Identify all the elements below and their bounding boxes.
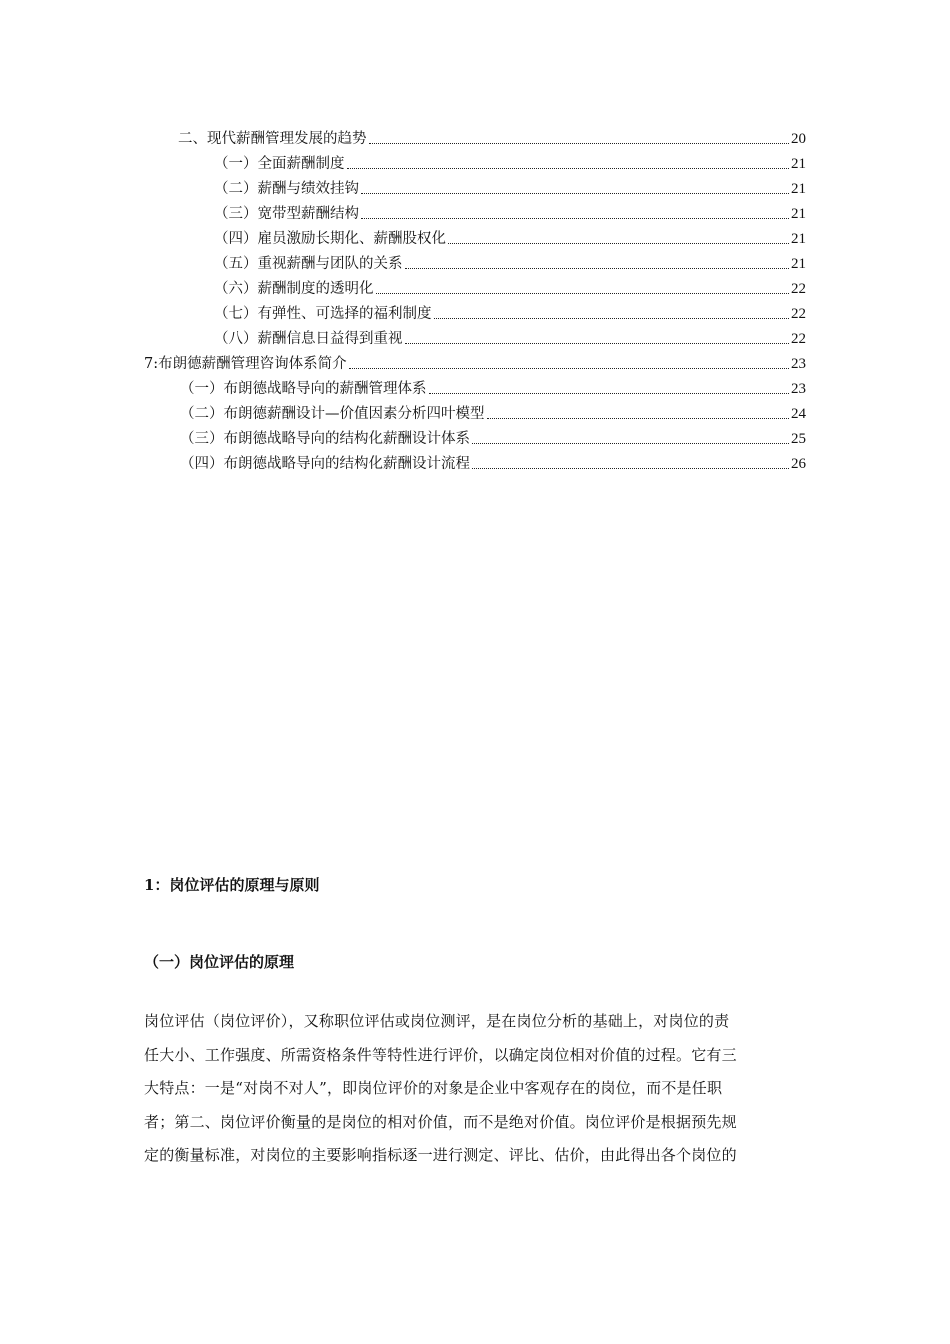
toc-entry-title: （一）布朗德战略导向的薪酬管理体系: [180, 381, 427, 397]
toc-entry-title: （七）有弹性、可选择的福利制度: [214, 306, 432, 322]
toc-page-number: 21: [791, 231, 806, 247]
toc-page-number: 21: [791, 156, 806, 172]
toc-entry[interactable]: [214, 299, 806, 323]
toc-page-number: 21: [791, 256, 806, 272]
toc-dot-leader: [369, 143, 790, 144]
toc-dot-leader: [376, 293, 790, 294]
toc-page-number: 24: [791, 406, 806, 422]
toc-entry-title: （一）全面薪酬制度: [214, 156, 345, 172]
subsection-heading: （一）岗位评估的原理: [144, 953, 295, 971]
toc-page-number: 22: [791, 281, 806, 297]
toc-entry-title: 7:布朗德薪酬管理咨询体系简介: [144, 356, 347, 372]
toc-entry-title: （五）重视薪酬与团队的关系: [214, 256, 403, 272]
toc-dot-leader: [405, 268, 790, 269]
toc-entry[interactable]: [214, 199, 806, 223]
paragraph-line: 定的衡量标准，对岗位的主要影响指标逐一进行测定、评比、估价，由此得出各个岗位的: [144, 1146, 737, 1164]
toc-entry-title: （四）雇员激励长期化、薪酬股权化: [214, 231, 446, 247]
toc-page-number: 21: [791, 181, 806, 197]
toc-dot-leader: [405, 343, 790, 344]
toc-entry-title: （四）布朗德战略导向的结构化薪酬设计流程: [180, 456, 470, 472]
toc-entry[interactable]: [214, 224, 806, 248]
toc-entry[interactable]: [178, 124, 806, 148]
toc-dot-leader: [347, 168, 790, 169]
paragraph-line: 者；第二、岗位评价衡量的是岗位的相对价值，而不是绝对价值。岗位评价是根据预先规: [144, 1112, 737, 1131]
toc-entry-title: （六）薪酬制度的透明化: [214, 281, 374, 297]
toc-dot-leader: [361, 193, 789, 194]
toc-dot-leader: [361, 218, 789, 219]
toc-entry[interactable]: [214, 274, 806, 298]
toc-entry[interactable]: [214, 249, 806, 273]
toc-dot-leader: [429, 393, 790, 394]
body-paragraph: [144, 1005, 804, 1173]
toc-entry-title: （二）布朗德薪酬设计—价值因素分析四叶模型: [180, 406, 485, 422]
paragraph-line: 岗位评估（岗位评价），又称职位评估或岗位测评，是在岗位分析的基础上，对岗位的责: [144, 1012, 730, 1030]
toc-entry-title: （三）宽带型薪酬结构: [214, 206, 359, 222]
toc-entry-title: （二）薪酬与绩效挂钩: [214, 181, 359, 197]
toc-dot-leader: [448, 243, 789, 244]
paragraph-line: 任大小、工作强度、所需资格条件等特性进行评价，以确定岗位相对价值的过程。它有三: [144, 1045, 737, 1064]
toc-dot-leader: [472, 468, 789, 469]
toc-entry-title: 二、现代薪酬管理发展的趋势: [178, 131, 367, 147]
toc-dot-leader: [472, 443, 789, 444]
toc-dot-leader: [487, 418, 790, 419]
toc-page-number: 25: [791, 431, 806, 447]
toc-page-number: 20: [791, 131, 806, 147]
toc-page-number: 21: [791, 206, 806, 222]
toc-entry[interactable]: [180, 424, 806, 448]
toc-page-number: 26: [791, 456, 806, 472]
toc-entry[interactable]: [180, 449, 806, 473]
toc-dot-leader: [434, 318, 790, 319]
toc-page-number: 23: [791, 381, 806, 397]
toc-entry-title: （三）布朗德战略导向的结构化薪酬设计体系: [180, 431, 470, 447]
toc-page-number: 22: [791, 306, 806, 322]
toc-entry[interactable]: [214, 149, 806, 173]
toc-entry[interactable]: [180, 399, 806, 423]
paragraph-line: 大特点：一是“对岗不对人”，即岗位评价的对象是企业中客观存在的岗位，而不是任职: [144, 1079, 723, 1097]
toc-entry[interactable]: [180, 374, 806, 398]
toc-entry[interactable]: [214, 174, 806, 198]
toc-entry-title: （八）薪酬信息日益得到重视: [214, 331, 403, 347]
toc-page-number: 22: [791, 331, 806, 347]
toc-page-number: 23: [791, 356, 806, 372]
section-heading: 1：岗位评估的原理与原则: [144, 876, 320, 894]
toc-entry[interactable]: [144, 349, 806, 373]
toc-entry[interactable]: [214, 324, 806, 348]
toc-dot-leader: [349, 368, 789, 369]
